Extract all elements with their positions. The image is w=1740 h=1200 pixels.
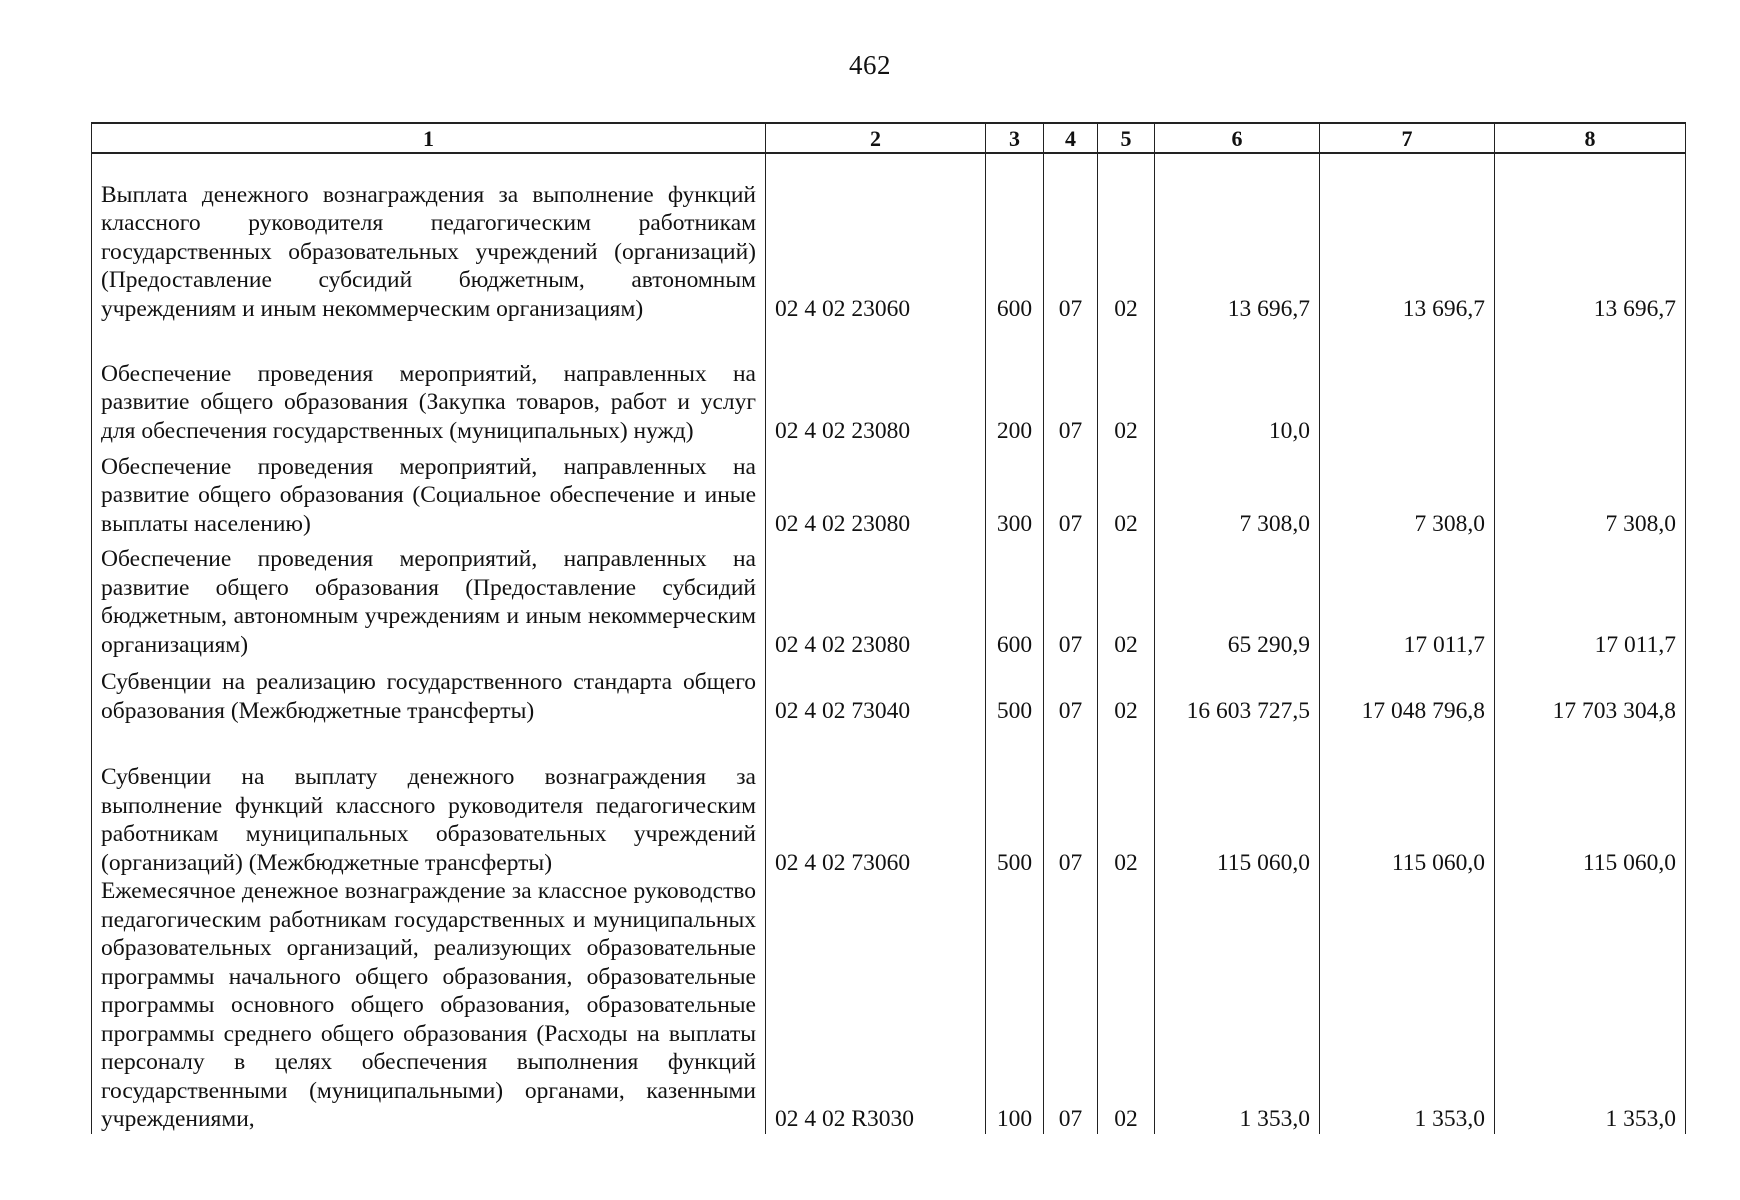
- row-col-5: 02: [1098, 725, 1155, 877]
- row-col-4: 07: [1044, 538, 1098, 659]
- row-code: 02 4 02 23080: [766, 538, 986, 659]
- row-col-7: 1 353,0: [1320, 877, 1495, 1134]
- row-col-6: 7 308,0: [1155, 445, 1320, 538]
- row-code: 02 4 02 73060: [766, 725, 986, 877]
- row-col-6: 13 696,7: [1155, 153, 1320, 323]
- header-col-8: 8: [1495, 123, 1686, 153]
- table-row: [92, 445, 1686, 538]
- row-col-7: 13 696,7: [1320, 153, 1495, 323]
- row-col-6: 10,0: [1155, 323, 1320, 445]
- table-header: [92, 123, 1686, 153]
- page-number: 462: [849, 50, 891, 80]
- row-col-5: 02: [1098, 538, 1155, 659]
- row-col-4: 07: [1044, 153, 1098, 323]
- header-col-7: 7: [1320, 123, 1495, 153]
- row-code: 02 4 02 23080: [766, 323, 986, 445]
- row-col-6: 115 060,0: [1155, 725, 1320, 877]
- row-col-3: 500: [986, 725, 1044, 877]
- row-col-3: 300: [986, 445, 1044, 538]
- row-col-4: 07: [1044, 877, 1098, 1134]
- table-row: [92, 323, 1686, 445]
- row-col-6: 1 353,0: [1155, 877, 1320, 1134]
- row-col-7: 17 048 796,8: [1320, 659, 1495, 725]
- row-col-4: 07: [1044, 725, 1098, 877]
- row-description: Ежемесячное денежное вознаграждение за классное руководство педагогическим работникам государственных и муниципальных образовательных организаций, реализующих образовательные программы начального общего образования, образовательные программы основного общего образования, образовательные программы среднего общего образования (Расходы на выплаты персоналу в целях обеспечения выполнения функций государственными (муниципальными) органами, казенными учреждениями,: [92, 877, 766, 1134]
- row-col-5: 02: [1098, 323, 1155, 445]
- header-col-4: 4: [1044, 123, 1098, 153]
- row-col-3: 600: [986, 153, 1044, 323]
- row-col-8: [1495, 323, 1686, 445]
- row-code: 02 4 02 73040: [766, 659, 986, 725]
- row-col-7: 115 060,0: [1320, 725, 1495, 877]
- row-col-6: 16 603 727,5: [1155, 659, 1320, 725]
- row-description: Обеспечение проведения мероприятий, направленных на развитие общего образования (Закупка товаров, работ и услуг для обеспечения государственных (муниципальных) нужд): [92, 323, 766, 445]
- row-code: 02 4 02 R3030: [766, 877, 986, 1134]
- header-col-5: 5: [1098, 123, 1155, 153]
- row-description: Выплата денежного вознаграждения за выполнение функций классного руководителя педагогическим работникам государственных образовательных учреждений (организаций) (Предоставление субсидий бюджетным, автономным учреждениям и иным некоммерческим организациям): [92, 153, 766, 323]
- header-col-6: 6: [1155, 123, 1320, 153]
- table-row: [92, 877, 1686, 1134]
- row-col-7: 7 308,0: [1320, 445, 1495, 538]
- table-row: [92, 538, 1686, 659]
- table-row: [92, 725, 1686, 877]
- row-col-7: 17 011,7: [1320, 538, 1495, 659]
- row-col-8: 13 696,7: [1495, 153, 1686, 323]
- row-col-8: 17 011,7: [1495, 538, 1686, 659]
- row-code: 02 4 02 23080: [766, 445, 986, 538]
- row-col-8: 1 353,0: [1495, 877, 1686, 1134]
- row-description: Субвенции на реализацию государственного стандарта общего образования (Межбюджетные трансферты): [92, 659, 766, 725]
- row-col-8: 7 308,0: [1495, 445, 1686, 538]
- row-description: Субвенции на выплату денежного вознаграждения за выполнение функций классного руководителя педагогическим работникам муниципальных образовательных учреждений (организаций) (Межбюджетные трансферты): [92, 725, 766, 877]
- row-code: 02 4 02 23060: [766, 153, 986, 323]
- row-description: Обеспечение проведения мероприятий, направленных на развитие общего образования (Предоставление субсидий бюджетным, автономным учреждениям и иным некоммерческим организациям): [92, 538, 766, 659]
- row-col-8: 115 060,0: [1495, 725, 1686, 877]
- row-col-5: 02: [1098, 659, 1155, 725]
- row-col-6: 65 290,9: [1155, 538, 1320, 659]
- row-col-5: 02: [1098, 153, 1155, 323]
- row-col-4: 07: [1044, 659, 1098, 725]
- header-col-2: 2: [766, 123, 986, 153]
- row-col-4: 07: [1044, 445, 1098, 538]
- header-col-3: 3: [986, 123, 1044, 153]
- budget-table: [91, 122, 1686, 1134]
- table-row: [92, 153, 1686, 323]
- row-col-7: [1320, 323, 1495, 445]
- row-col-5: 02: [1098, 445, 1155, 538]
- row-col-3: 600: [986, 538, 1044, 659]
- row-description: Обеспечение проведения мероприятий, направленных на развитие общего образования (Социальное обеспечение и иные выплаты населению): [92, 445, 766, 538]
- row-col-3: 100: [986, 877, 1044, 1134]
- row-col-3: 500: [986, 659, 1044, 725]
- row-col-4: 07: [1044, 323, 1098, 445]
- row-col-3: 200: [986, 323, 1044, 445]
- row-col-5: 02: [1098, 877, 1155, 1134]
- row-col-8: 17 703 304,8: [1495, 659, 1686, 725]
- header-col-1: 1: [92, 123, 766, 153]
- table-row: [92, 659, 1686, 725]
